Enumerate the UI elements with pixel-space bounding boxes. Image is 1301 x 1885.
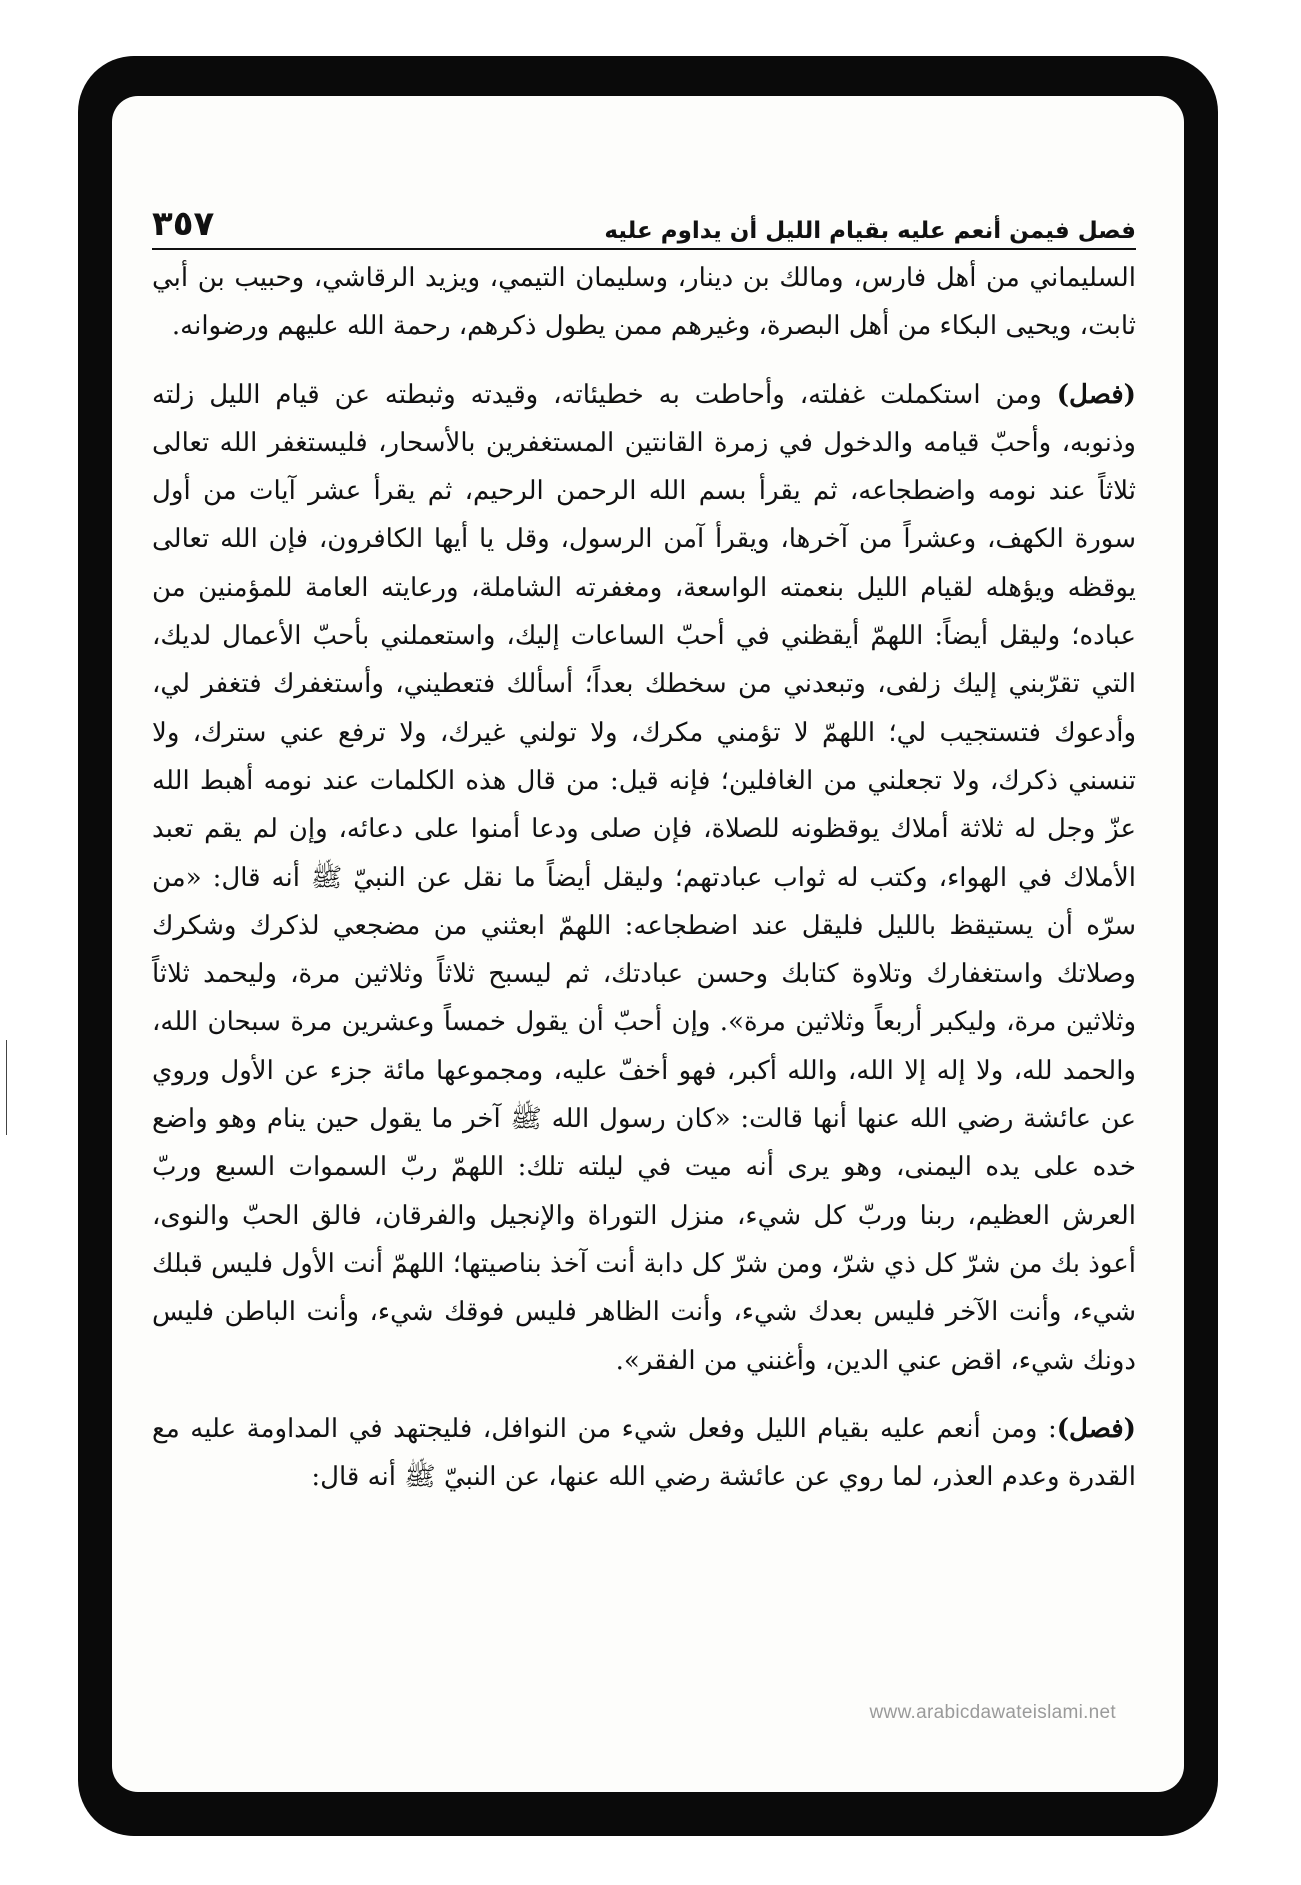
paragraph-1 [152,254,1136,351]
scan-margin-mark [6,1040,7,1135]
page-border [78,56,1218,1836]
paragraph-3 [152,1405,1136,1502]
page-number: ٣٥٧ [152,204,215,244]
paragraph-2 [152,371,1136,1385]
section-label: (فصل) [1056,1413,1136,1444]
running-title: فصل فيمن أنعم عليه بقيام الليل أن يداوم عليه [604,218,1136,244]
paragraph-text: : ومن أنعم عليه بقيام الليل وفعل شيء من النوافل، فليجتهد في المداومة عليه مع القدرة وعدم العذر، لما روي عن عائشة رضي الله عنها، عن النبيّ ﷺ أنه قال: [152,1413,1136,1493]
paragraph-text: ومن استكملت غفلته، وأحاطت به خطيئاته، وقيدته وثبطته عن قيام الليل زلته وذنوبه، وأحبّ قيامه والدخول في زمرة القانتين المستغفرين بالأسحار، فليستغفر الله تعالى ثلاثاً عند نومه واضطجاعه، ثم يقرأ بسم الله الرحمن الرحيم، ثم يقرأ عشر آيات من أول سورة الكهف، وعشراً من آخرها، ويقرأ آمن الرسول، وقل يا أيها الكافرون، فإن الله تعالى يوقظه ويؤهله لقيام الليل بنعمته الواسعة، ومغفرته الشاملة، ورعايته العامة للمؤمنين من عباده؛ وليقل أيضاً: اللهمّ أيقظني في أحبّ الساعات إليك، واستعملني بأحبّ الأعمال لديك، التي تقرّبني إليك زلفى، وتبعدني من سخطك بعداً؛ أسألك فتعطيني، وأستغفرك فتغفر لي، وأدعوك فتستجيب لي؛ اللهمّ لا تؤمني مكرك، ولا تولني غيرك، ولا ترفع عني سترك، ولا تنسني ذكرك، ولا تجعلني من الغافلين؛ فإنه قيل: من قال هذه الكلمات عند نومه أهبط الله عزّ وجل له ثلاثة أملاك يوقظونه للصلاة، فإن صلى ودعا أمنوا على دعائه، وإن لم يقم تعبد الأملاك في الهواء، وكتب له ثواب عبادتهم؛ وليقل أيضاً ما نقل عن النبيّ ﷺ أنه قال: «من سرّه أن يستيقظ بالليل فليقل عند اضطجاعه: اللهمّ ابعثني من مضجعي لذكرك وشكرك وصلاتك واستغفارك وتلاوة كتابك وحسن عبادتك، ثم ليسبح ثلاثاً وثلاثين مرة، وليحمد ثلاثاً وثلاثين مرة، وليكبر أربعاً وثلاثين مرة». وإن أحبّ أن يقول خمساً وعشرين مرة سبحان الله، والحمد لله، ولا إله إلا الله، والله أكبر، فهو أخفّ عليه، ومجموعها مائة جزء عن الأول وروي عن عائشة رضي الله عنها أنها قالت: «كان رسول الله ﷺ آخر ما يقول حين ينام وهو واضع خده على يده اليمنى، وهو يرى أنه ميت في ليلته تلك: اللهمّ ربّ السموات السبع وربّ العرش العظيم، ربنا وربّ كل شيء، منزل التوراة والإنجيل والفرقان، فالق الحبّ والنوى، أعوذ بك من شرّ كل ذي شرّ، ومن شرّ كل دابة أنت آخذ بناصيتها؛ اللهمّ أنت الأول فليس قبلك شيء، وأنت الآخر فليس بعدك شيء، وأنت الظاهر فليس فوقك شيء، وأنت الباطن فليس دونك شيء، اقض عني الدين، وأغنني من الفقر». [152,379,1136,1376]
page-header [152,184,1136,250]
section-label: (فصل) [1056,379,1136,410]
book-page [112,96,1184,1792]
watermark: www.arabicdawateislami.net [869,1702,1116,1723]
paragraph-text: السليماني من أهل فارس، ومالك بن دينار، وسليمان التيمي، ويزيد الرقاشي، وحبيب بن أبي ثابت، ويحيى البكاء من أهل البصرة، وغيرهم ممن يطول ذكرهم، رحمة الله عليهم ورضوانه. [152,263,1136,342]
body-text [152,254,1136,1501]
